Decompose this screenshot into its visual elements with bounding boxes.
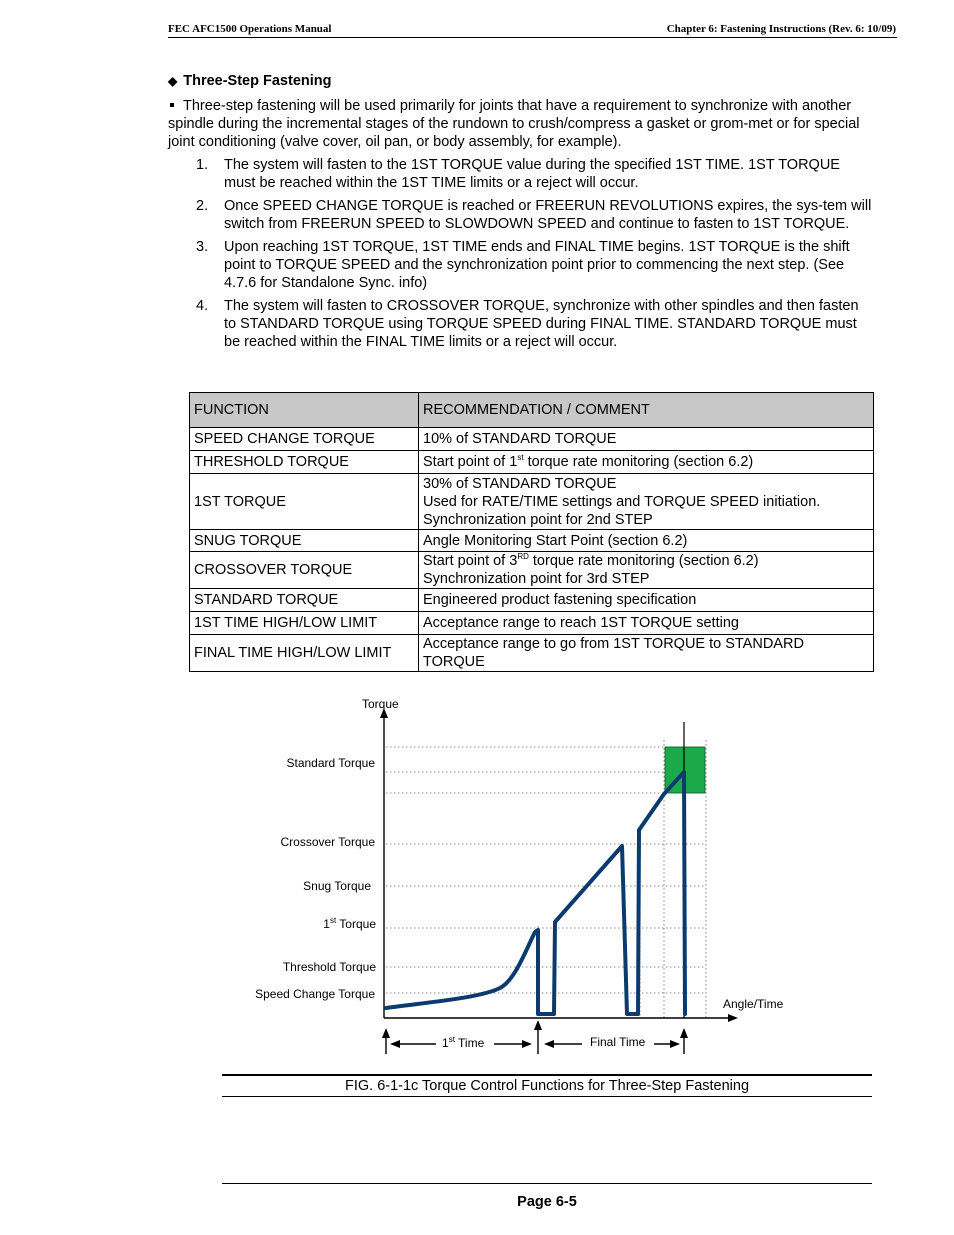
first-time-label (442, 1035, 485, 1050)
comment-text: Start point of 3 (423, 553, 518, 569)
function-cell: 1ST TIME HIGH/LOW LIMIT (190, 612, 419, 635)
level-label-standard: Standard Torque (286, 756, 375, 770)
comment-cell (419, 451, 874, 474)
step-text: The system will fasten to CROSSOVER TORQUE, synchronize with other spindles and then fasten to STANDARD TORQUE using TORQUE SPEED during FINAL TIME. STANDARD TORQUE must be reached within the FINAL TIME limits or a reject will occur. (224, 298, 859, 350)
step-text: Upon reaching 1ST TORQUE, 1ST TIME ends and FINAL TIME begins. 1ST TORQUE is the shift point to TORQUE SPEED and the synchronization point prior to commencing the next step. (See 4.7.6 for Standalone Sync. info) (224, 239, 850, 291)
comment-text: torque rate monitoring (section 6.2) (523, 454, 754, 470)
step-text: The system will fasten to the 1ST TORQUE value during the specified 1ST TIME. 1ST TORQUE must be reached within the 1ST TIME limits or a reject will occur. (224, 157, 840, 191)
level-label-first-torque-text: Torque (336, 917, 376, 931)
col-header-comment: RECOMMENDATION / COMMENT (419, 393, 874, 428)
x-axis-arrow-icon (728, 1014, 738, 1022)
col-header-function: FUNCTION (190, 393, 419, 428)
x-axis-label: Angle/Time (723, 997, 784, 1011)
diamond-bullet-icon: ◆ (168, 74, 178, 88)
intro-paragraph (168, 97, 868, 151)
step-text: Once SPEED CHANGE TORQUE is reached or FREERUN REVOLUTIONS expires, the sys-tem will switch from FREERUN SPEED to SLOWDOWN SPEED and continue to fasten to 1ST TORQUE. (224, 198, 872, 232)
step-number: 2. (196, 198, 209, 214)
arrow-right-icon (522, 1040, 532, 1048)
first-time-label-sup: st (448, 1035, 455, 1044)
table-row (190, 474, 874, 530)
first-time-label-num: 1 (442, 1036, 449, 1050)
function-cell: FINAL TIME HIGH/LOW LIMIT (190, 635, 419, 672)
y-axis-label: Torque (362, 697, 399, 711)
comment-superscript: st (517, 453, 524, 463)
comment-text: Start point of 1 (423, 454, 518, 470)
comment-line: Used for RATE/TIME settings and TORQUE SPEED initiation. (423, 493, 821, 510)
comment-line: Synchronization point for 3rd STEP (423, 571, 650, 587)
level-label-snug: Snug Torque (303, 879, 371, 893)
level-label-first-torque-sup: st (329, 916, 337, 925)
torque-diagram (0, 690, 954, 1070)
torque-curve (386, 772, 685, 1014)
level-label-first-torque (323, 916, 376, 931)
arrow-up-icon (534, 1020, 542, 1030)
section-title (168, 73, 331, 89)
step-item (168, 238, 873, 292)
comment-cell: 10% of STANDARD TORQUE (419, 428, 874, 451)
comment-cell: Acceptance range to reach 1ST TORQUE setting (419, 612, 874, 635)
function-cell: STANDARD TORQUE (190, 589, 419, 612)
function-cell: 1ST TORQUE (190, 474, 419, 530)
intro-text: Three-step fastening will be used primarily for joints that have a requirement to synchronize with another spindle during the incremental stages of the rundown to crush/compress a gasket or grom-met or for special joint conditioning (valve cover, oil pan, or body assembly, for example). (168, 98, 860, 150)
function-cell: CROSSOVER TORQUE (190, 552, 419, 589)
arrow-up-icon (680, 1028, 688, 1038)
comment-line: 30% of STANDARD TORQUE (423, 475, 617, 492)
function-cell: SNUG TORQUE (190, 530, 419, 552)
table-row (190, 428, 874, 451)
caption-rule-bottom (222, 1096, 872, 1097)
comment-cell (419, 474, 874, 530)
function-table (189, 392, 874, 672)
footer-rule (222, 1183, 872, 1184)
step-number: 3. (196, 239, 209, 255)
table-row (190, 451, 874, 474)
arrow-up-icon (382, 1028, 390, 1038)
table-row (190, 635, 874, 672)
step-item (168, 297, 873, 351)
header-chapter-title: Chapter 6: Fastening Instructions (Rev. 6: 10/09) (666, 23, 896, 35)
table-row (190, 589, 874, 612)
comment-cell: Angle Monitoring Start Point (section 6.2) (419, 530, 874, 552)
step-item (168, 197, 873, 233)
step-number: 1. (196, 157, 209, 173)
table-row (190, 552, 874, 589)
table-row (190, 530, 874, 552)
table-header-row (190, 393, 874, 428)
comment-cell: Acceptance range to go from 1ST TORQUE to STANDARD TORQUE (419, 635, 874, 672)
header-manual-title: FEC AFC1500 Operations Manual (168, 23, 332, 35)
figure-caption: FIG. 6-1-1c Torque Control Functions for Three-Step Fastening (344, 1078, 750, 1094)
comment-line: Synchronization point for 2nd STEP (423, 511, 653, 528)
function-cell: THRESHOLD TORQUE (190, 451, 419, 474)
level-label-crossover: Crossover Torque (280, 835, 375, 849)
step-number: 4. (196, 298, 209, 314)
page-number: Page 6-5 (517, 1194, 577, 1210)
level-label-first-torque-num: 1 (323, 917, 330, 931)
steps-list (168, 156, 873, 356)
caption-rule-top (222, 1074, 872, 1076)
comment-cell (419, 552, 874, 589)
header-rule (168, 37, 897, 38)
comment-superscript: RD (517, 552, 529, 562)
arrow-left-icon (390, 1040, 400, 1048)
arrow-left-icon (544, 1040, 554, 1048)
table-row (190, 612, 874, 635)
level-gridlines (386, 740, 706, 1018)
level-label-threshold: Threshold Torque (282, 960, 376, 974)
level-label-speed-change: Speed Change Torque (255, 987, 375, 1001)
torque-control-figure (0, 690, 954, 1070)
comment-cell: Engineered product fastening specification (419, 589, 874, 612)
comment-line (423, 552, 869, 570)
first-time-label-text: Time (454, 1036, 485, 1050)
function-cell: SPEED CHANGE TORQUE (190, 428, 419, 451)
arrow-right-icon (670, 1040, 680, 1048)
final-time-label: Final Time (590, 1035, 646, 1049)
comment-text: torque rate monitoring (section 6.2) (528, 553, 759, 569)
square-bullet-icon (170, 103, 174, 107)
step-item (168, 156, 873, 192)
section-title-text: Three-Step Fastening (183, 73, 332, 89)
